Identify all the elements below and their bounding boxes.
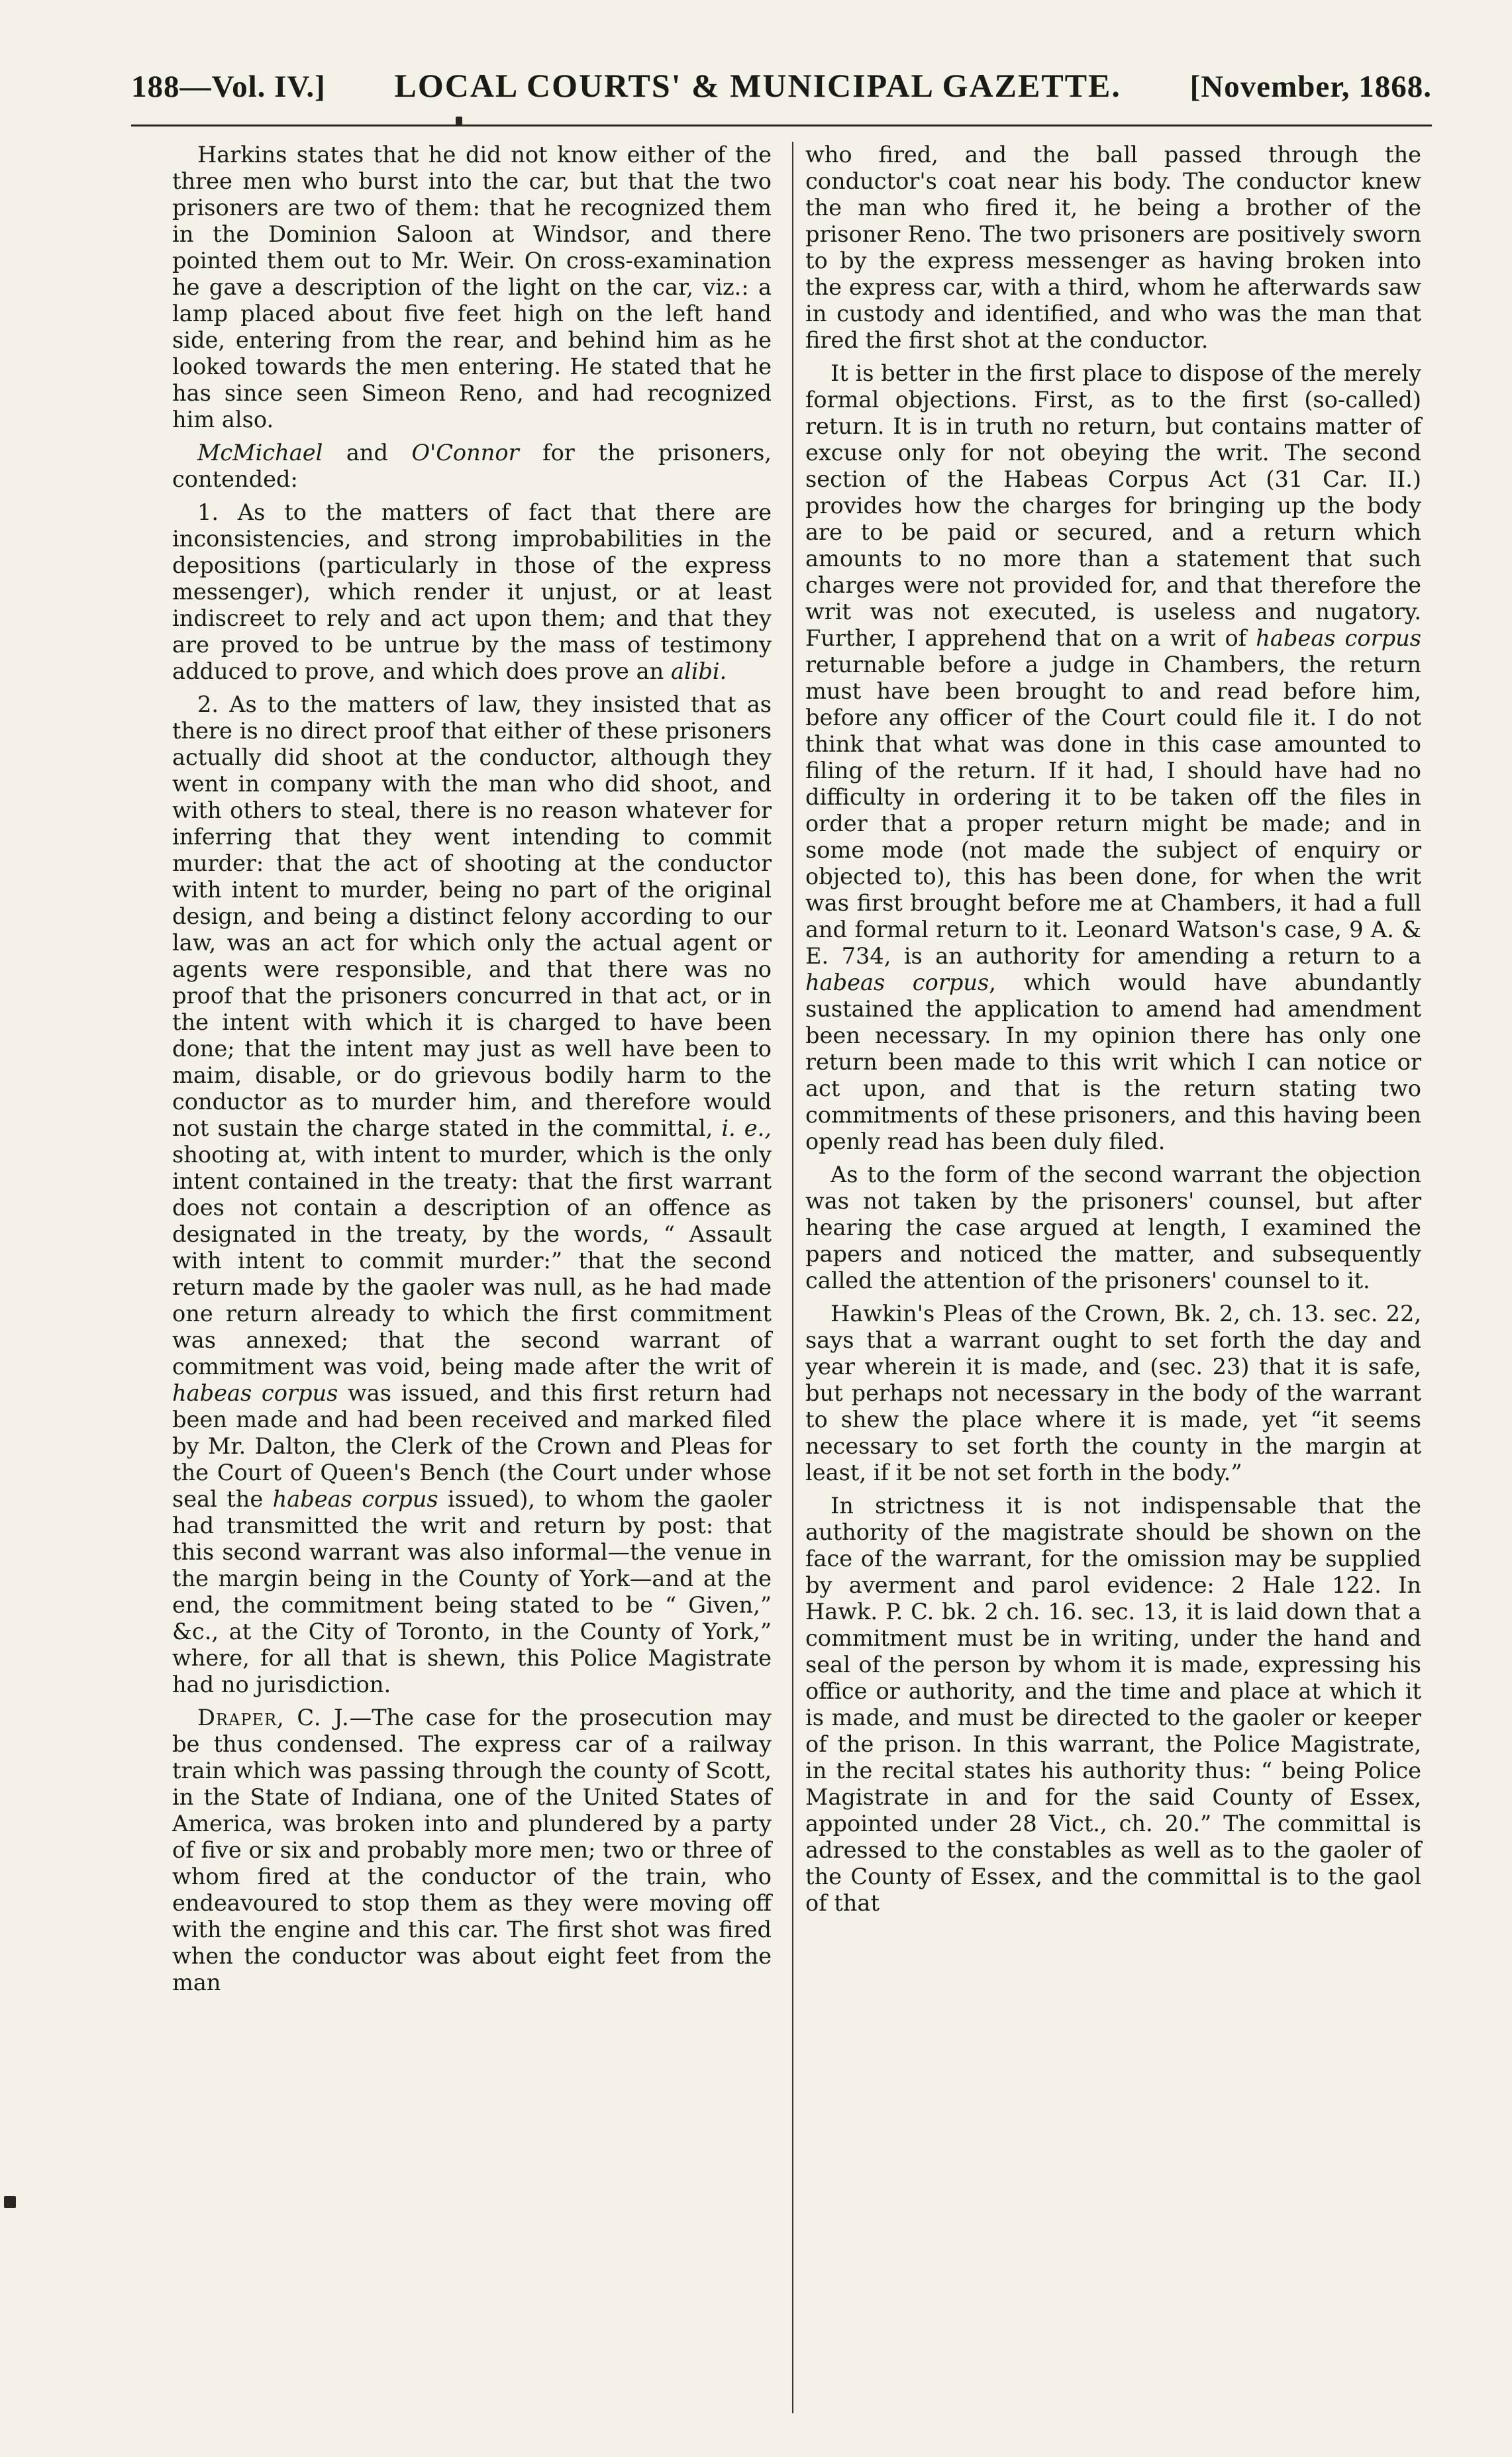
paragraph	[172, 440, 772, 493]
left-column	[172, 142, 772, 2003]
header-page-volume: 188—Vol. IV.]	[131, 70, 326, 104]
margin-mark	[4, 2196, 16, 2208]
italic-term: habeas corpus	[272, 1486, 438, 1512]
text-run: returnable before a judge in Chambers, the return must have been brought to and read before him, before any officer of the Court could file it. I do not think that what was done in this case amounted to filing of the return. If it had, I should have had no difficulty in ordering it to be taken off the files in order that a proper return might be made; and in some mode (not made the subject of enquiry or objected to), this has been done, for when the writ was first brought before me at Chambers, it had a full and formal return to it. Leonard Watson's case, 9 A. & E. 734, is an authority for amending a return to a	[805, 652, 1421, 969]
text-run: for the prisoners, contended:	[172, 440, 772, 492]
paragraph	[172, 1705, 772, 1996]
text-run: and	[323, 440, 412, 466]
italic-term: habeas corpus	[172, 1380, 338, 1406]
text-run: 2. As to the matters of law, they insisted that as there is no direct proof that either of these prisoners actually did shoot at the conductor, although they went in company with the man who did shoot, and with others to steal, there is no reason whatever for inferring that they went intending to commit murder: that the act of shooting at the conductor with intent to murder, being no part of the original design, and being a distinct felony according to our law, was an act for which only the actual agent or agents were responsible, and that there was no proof that the prisoners concurred in that act, or in the intent with which it is charged to have been done; that the intent may just as well have been to maim, disable, or do grievous bodily harm to the conductor as to murder him, and therefore would not sustain the charge stated in the committal,	[172, 691, 772, 1141]
italic-term: i. e.,	[721, 1115, 772, 1141]
counsel-name: McMichael	[197, 440, 323, 466]
text-run: was issued, and this first return had been made and had been received and marked filed by Mr. Dalton, the Clerk of the Crown and Pleas for the Court of Queen's Bench (the Court under whose seal the	[172, 1380, 772, 1512]
counsel-name: O'Connor	[411, 440, 519, 466]
paragraph	[172, 499, 772, 685]
text-run: 1. As to the matters of fact that there are inconsistencies, and strong improbabilities in the depositions (particularly in those of the express messenger), which render it unjust, or at least indiscreet to rely and act upon them; and that they are proved to be untrue by the mass of testimony adduced to prove, and which does prove an	[172, 499, 772, 684]
running-header	[131, 66, 1432, 119]
paragraph: Harkins states that he did not know either of the three men who burst into the car, but that the two prisoners are two of them: that he recognized them in the Dominion Saloon at Windsor, and there pointed them out to Mr. Weir. On cross-examination he gave a description of the light on the car, viz.: a lamp placed about five feet high on the left hand side, entering from the rear, and behind him as he looked towards the men entering. He stated that he has since seen Simeon Reno, and had recognized him also.	[172, 142, 772, 432]
text-run: It is better in the first place to dispose of the merely formal objections. First, as to the first (so-called) return. It is in truth no return, but contains matter of excuse only for not obeying the writ. The second section of the Habeas Corpus Act (31 Car. II.) provides how the charges for bringing up the body are to be paid or secured, and a return which amounts to no more than a statement that such charges were not provided for, and that therefore the writ was not executed, is useless and nugatory. Further, I apprehend that on a writ of	[805, 360, 1421, 651]
text-run: —The case for the prosecution may be thus condensed. The express car of a railway train which was passing through the county of Scott, in the State of Indiana, one of the United States of America, was broken into and plundered by a party of five or six and probably more men; two or three of whom fired at the conductor of the train, who endeavoured to stop them as they were moving off with the engine and this car. The first shot was fired when the conductor was about eight feet from the man	[172, 1705, 772, 1995]
italic-term: habeas corpus	[1256, 625, 1421, 651]
header-journal-title: LOCAL COURTS' & MUNICIPAL GAZETTE.	[394, 67, 1121, 104]
paragraph: In strictness it is not indispensable that the authority of the magistrate should be shown on the face of the warrant, for the omission may be supplied by averment and parol evidence: 2 Hale 122. In Hawk. P. C. bk. 2 ch. 16. sec. 13, it is laid down that a commitment must be in writing, under the hand and seal of the person by whom it is made, expressing his office or authority, and the time and place at which it is made, and must be directed to the gaoler or keeper of the prison. In this warrant, the Police Magistrate, in the recital states his authority thus: “ being Police Magistrate in and for the said County of Essex, appointed under 28 Vict., ch. 20.” The committal is adressed to the constables as well as to the gaoler of the County of Essex, and the committal is to the gaol of that	[805, 1493, 1421, 1916]
text-run: , which would have abundantly sustained the application to amend had amendment been necessary. In my opinion there has only one return been made to this writ which I can notice or act upon, and that is the return stating two commitments of these prisoners, and this having been openly read has been duly filed.	[805, 970, 1421, 1154]
paragraph: As to the form of the second warrant the objection was not taken by the prisoners' counsel, but after hearing the case argued at length, I examined the papers and noticed the matter, and subsequently called the attention of the prisoners' counsel to it.	[805, 1162, 1421, 1293]
print-speck	[456, 117, 462, 126]
judge-name: Draper, C. J.	[197, 1705, 350, 1730]
italic-term: habeas corpus	[805, 970, 989, 995]
text-run: issued), to whom the gaoler had transmitted the writ and return by post: that this second warrant was also informal—the venue in the margin being in the County of York—and at the end, the commitment being stated to be “ Given,” &c., at the City of Toronto, in the County of York,” where, for all that is shewn, this Police Magistrate had no jurisdiction.	[172, 1486, 772, 1697]
italic-term: alibi.	[670, 658, 727, 684]
header-date: [November, 1868.	[1189, 70, 1432, 104]
paragraph	[805, 360, 1421, 1155]
text-run: shooting at, with intent to murder, which is the only intent contained in the treaty: that the first warrant does not contain a description of an offence as designated in the treaty, by the words, “ Assault with intent to commit murder:” that the second return made by the gaoler was null, as he had made one return already to which the first commitment was annexed; that the second warrant of commitment was void, being made after the writ of	[172, 1142, 772, 1379]
right-column	[805, 142, 1421, 1923]
header-rule	[131, 125, 1432, 126]
column-divider	[792, 142, 793, 2413]
paragraph	[172, 691, 772, 1698]
paragraph: Hawkin's Pleas of the Crown, Bk. 2, ch. 13. sec. 22, says that a warrant ought to set forth the day and year wherein it is made, and (sec. 23) that it is safe, but perhaps not necessary in the body of the warrant to shew the place where it is made, yet “it seems necessary to set forth the county in the margin at least, if it be not set forth in the body.”	[805, 1301, 1421, 1485]
paragraph: who fired, and the ball passed through the conductor's coat near his body. The conductor knew the man who fired it, he being a brother of the prisoner Reno. The two prisoners are positively sworn to by the express messenger as having broken into the express car, with a third, whom he afterwards saw in custody and identified, and who was the man that fired the first shot at the conductor.	[805, 142, 1421, 353]
